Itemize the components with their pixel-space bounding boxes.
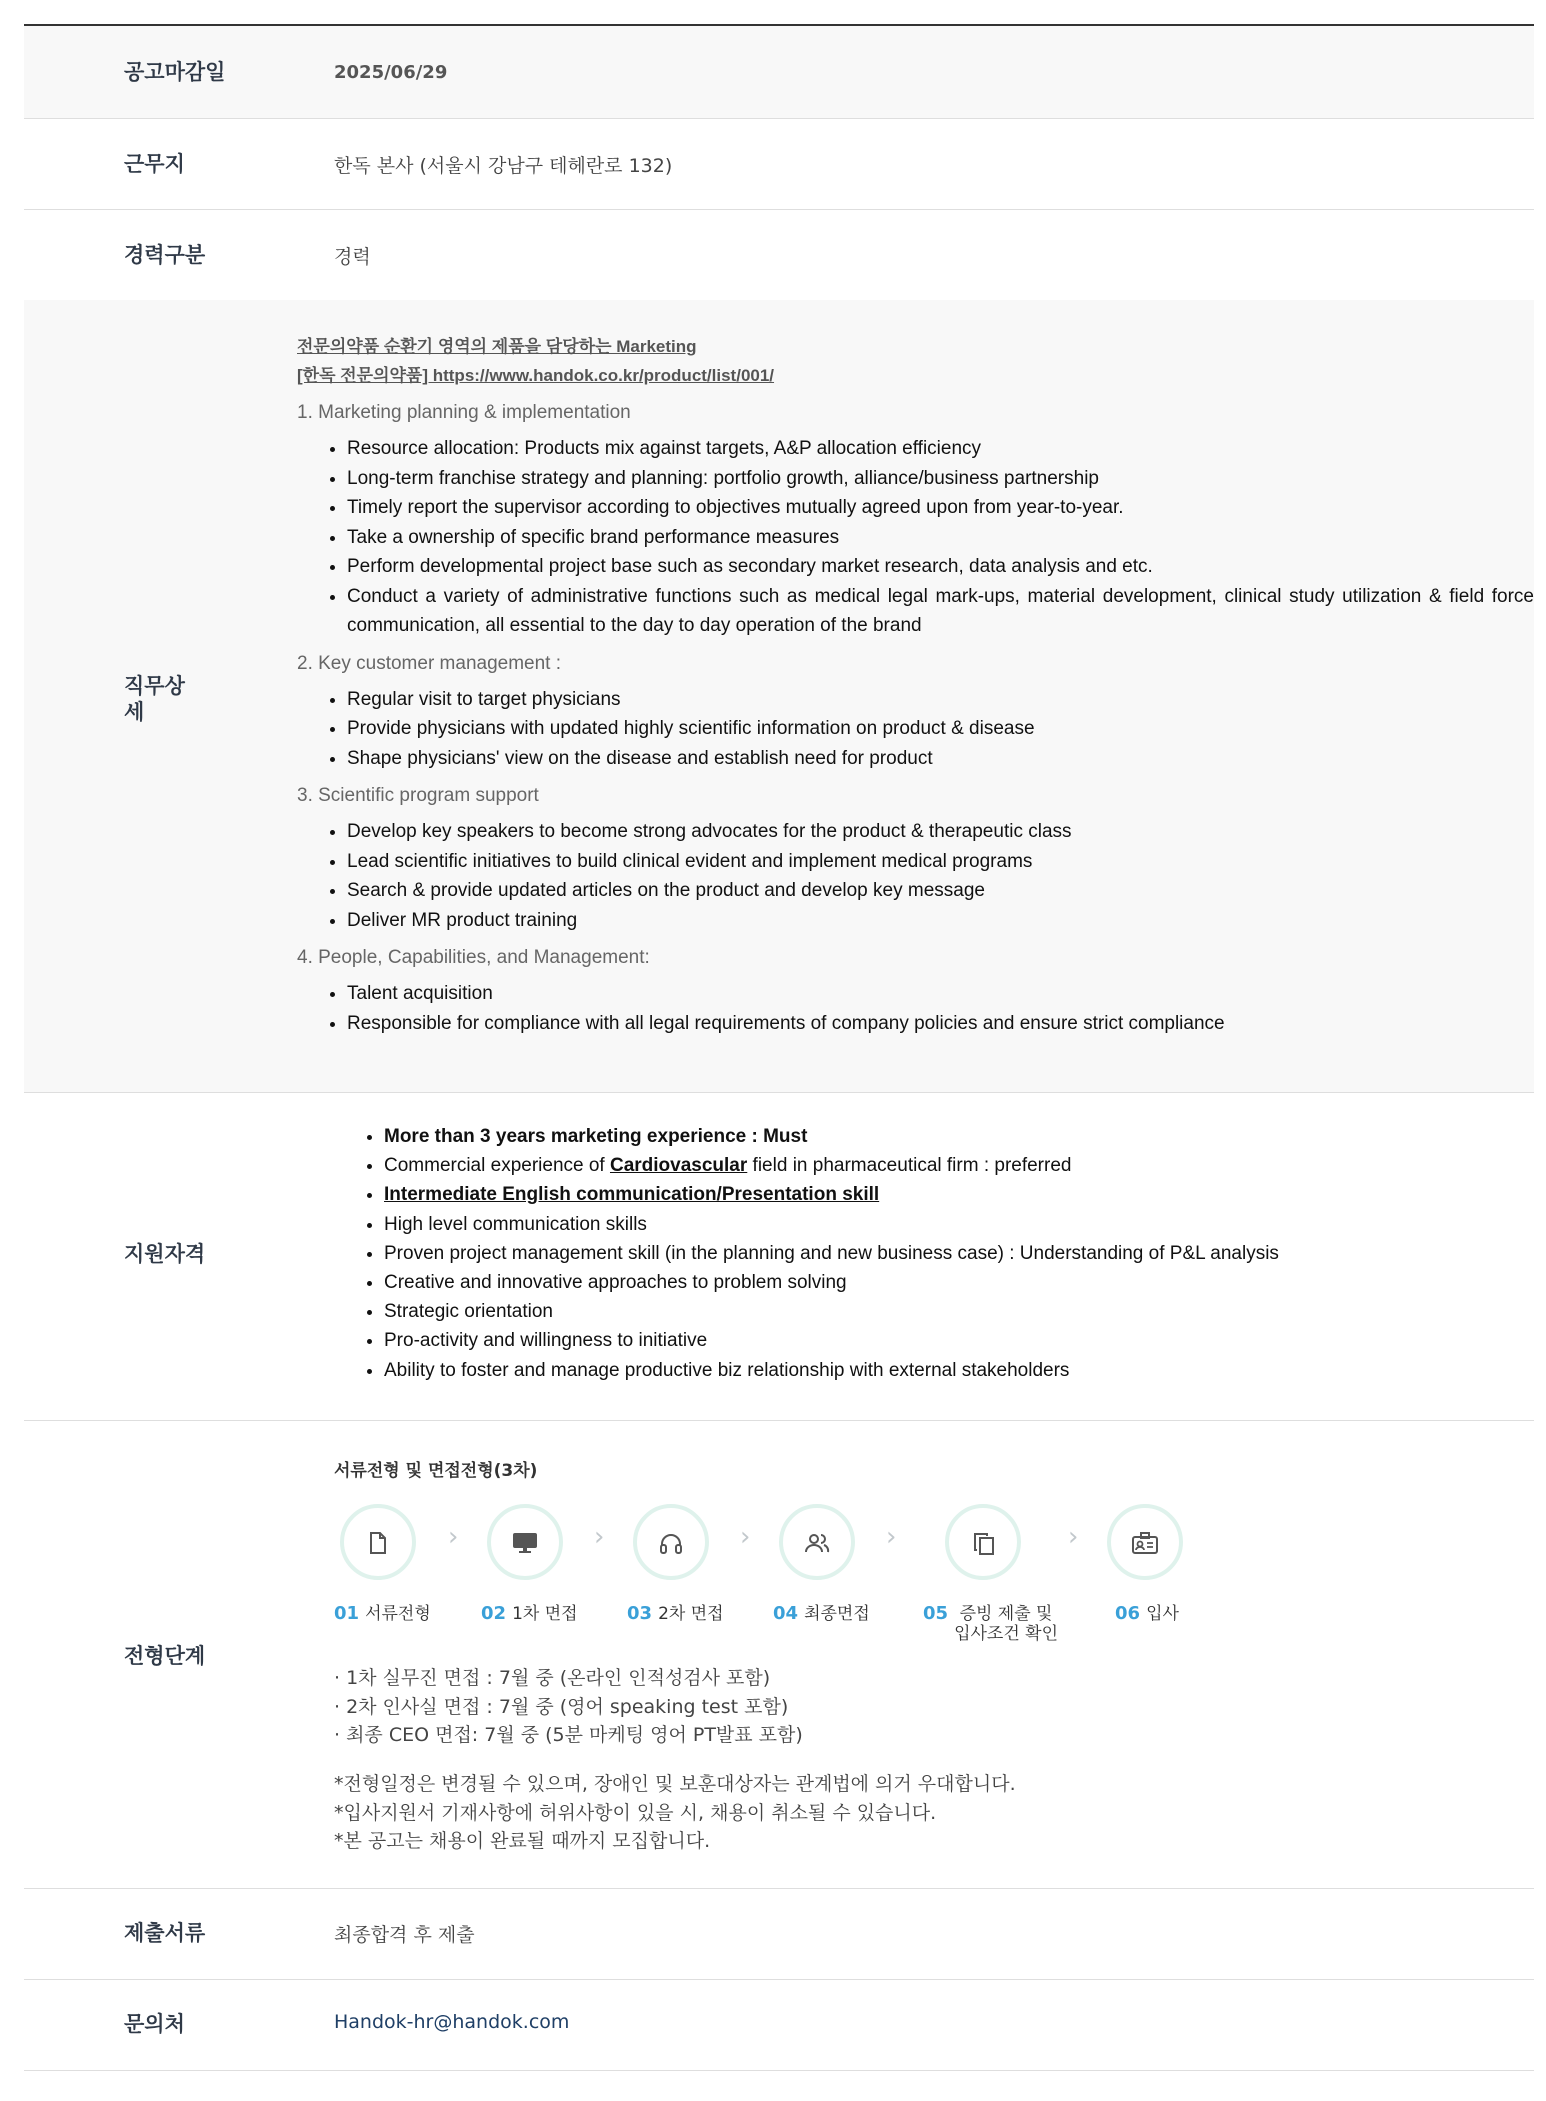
step-label: 01 서류전형 — [334, 1603, 431, 1624]
duty-section-list — [297, 817, 1534, 935]
documents-value: 최종합격 후 제출 — [334, 1924, 475, 1946]
duty-sections — [297, 400, 1534, 1038]
monitor-icon — [512, 1532, 538, 1554]
documents-label: 제출서류 — [124, 1921, 206, 1945]
duty-item: • Shape physicians' view on the disease and establish need for product — [347, 744, 1534, 774]
duty-item: • Deliver MR product training — [347, 906, 1534, 936]
chevron-right-icon: › — [886, 1522, 897, 1552]
qualification-item: • Creative and innovative approaches to problem solving — [384, 1268, 1546, 1297]
schedule-item: · 최종 CEO 면접: 7월 중 (5분 마케팅 영어 PT발표 포함) — [334, 1724, 803, 1746]
deadline-value: 2025/06/29 — [334, 62, 448, 83]
duty-section-title: 4. People, Capabilities, and Management: — [297, 947, 650, 968]
step-circle — [633, 1504, 709, 1580]
step-circle — [1107, 1504, 1183, 1580]
row-contact — [24, 1979, 1534, 2071]
location-label: 근무지 — [124, 152, 185, 176]
duty-section-title: 3. Scientific program support — [297, 785, 539, 806]
duty-item: • Develop key speakers to become strong advocates for the product & therapeutic class — [347, 817, 1534, 847]
chevron-right-icon: › — [740, 1522, 751, 1552]
row-qualifications — [24, 1092, 1534, 1421]
qualification-item: • Proven project management skill (in the planning and new business case) : Understanding of P&L analysis — [384, 1239, 1546, 1268]
career-label: 경력구분 — [124, 243, 206, 267]
step-circle — [779, 1504, 855, 1580]
qualification-item: • High level communication skills — [384, 1210, 1546, 1239]
duty-item: • Timely report the supervisor according to objectives mutually agreed upon from year-to-year. — [347, 493, 1534, 523]
row-deadline — [24, 26, 1534, 119]
duty-label: 직무상세 — [124, 674, 185, 724]
step-label: 04 최종면접 — [773, 1603, 870, 1624]
schedule-item: · 1차 실무진 면접 : 7월 중 (온라인 인적성검사 포함) — [334, 1667, 771, 1689]
duty-item: • Responsible for compliance with all legal requirements of company policies and ensure strict compliance — [347, 1009, 1534, 1039]
qualification-item: • Pro-activity and willingness to initiative — [384, 1326, 1546, 1355]
qualification-emphasis: Cardiovascular — [609, 1155, 748, 1177]
step-circle — [945, 1504, 1021, 1580]
product-link[interactable]: [한독 전문의약품] https://www.handok.co.kr/product/list/001/ — [297, 366, 775, 385]
step-label: 06 입사 — [1115, 1603, 1179, 1624]
process-title: 서류전형 및 면접전형(3차) — [334, 1461, 538, 1481]
duty-content — [297, 332, 1534, 1038]
chevron-right-icon: › — [594, 1522, 605, 1552]
step-label: 05 증빙 제출 및 입사조건 확인 — [923, 1603, 1058, 1644]
qualifications-list — [334, 1122, 1546, 1385]
people-icon — [804, 1532, 830, 1554]
qualification-item: • Strategic orientation — [384, 1297, 1546, 1326]
duty-section-title: 2. Key customer management : — [297, 652, 562, 674]
duty-heading: 전문의약품 순환기 영역의 제품을 담당하는 Marketing — [297, 337, 697, 356]
contact-label: 문의처 — [124, 2012, 185, 2036]
copy-icon — [973, 1532, 995, 1556]
step-circle — [340, 1504, 416, 1580]
process-note: *본 공고는 채용이 완료될 때까지 모집합니다. — [334, 1830, 711, 1852]
duty-item: • Lead scientific initiatives to build clinical evident and implement medical programs — [347, 847, 1534, 877]
row-career — [24, 209, 1534, 301]
step-circle — [487, 1504, 563, 1580]
duty-item: • Resource allocation: Products mix against targets, A&P allocation efficiency — [347, 434, 1534, 464]
qualification-item: • More than 3 years marketing experience : Must — [384, 1122, 1546, 1151]
qualification-text: field in pharmaceutical firm : preferred — [747, 1155, 1072, 1177]
contact-email-link[interactable]: Handok-hr@handok.com — [334, 2011, 570, 2033]
schedule-list — [334, 1664, 803, 1750]
row-location — [24, 118, 1534, 210]
duty-item: • Conduct a variety of administrative functions such as medical legal mark-ups, material development, clinical study utilization & field force communication, all essential to the day to day operation of the brand — [347, 582, 1534, 641]
duty-item: • Take a ownership of specific brand performance measures — [347, 523, 1534, 553]
headset-icon — [659, 1532, 683, 1556]
schedule-item: · 2차 인사실 면접 : 7월 중 (영어 speaking test 포함) — [334, 1695, 789, 1718]
row-duty — [24, 300, 1534, 1093]
duty-item: • Provide physicians with updated highly scientific information on product & disease — [347, 714, 1534, 744]
career-value: 경력 — [334, 246, 371, 268]
duty-section-list — [297, 685, 1534, 774]
id-badge-icon — [1132, 1532, 1158, 1554]
location-value: 한독 본사 (서울시 강남구 테헤란로 132) — [334, 155, 673, 177]
row-documents — [24, 1888, 1534, 1980]
duty-section-list — [297, 979, 1534, 1038]
step-label: 03 2차 면접 — [627, 1603, 724, 1624]
qualification-text: Commercial experience of — [384, 1155, 610, 1177]
process-notes — [334, 1770, 1016, 1856]
row-process — [24, 1420, 1534, 1889]
duty-item: • Perform developmental project base such as secondary market research, data analysis and etc. — [347, 552, 1534, 582]
duty-item: • Talent acquisition — [347, 979, 1534, 1009]
duty-item: • Search & provide updated articles on the product and develop key message — [347, 876, 1534, 906]
step-label: 02 1차 면접 — [481, 1603, 578, 1624]
duty-item: • Regular visit to target physicians — [347, 685, 1534, 715]
process-note: *전형일정은 변경될 수 있으며, 장애인 및 보훈대상자는 관계법에 의거 우대합니다. — [334, 1773, 1016, 1795]
duty-section-list — [297, 434, 1534, 641]
process-label: 전형단계 — [124, 1644, 206, 1668]
deadline-label: 공고마감일 — [124, 60, 226, 84]
process-note: *입사지원서 기재사항에 허위사항이 있을 시, 채용이 취소될 수 있습니다. — [334, 1801, 937, 1824]
duty-section-title: 1. Marketing planning & implementation — [297, 402, 631, 423]
qualification-item — [384, 1151, 1546, 1180]
document-icon — [368, 1532, 388, 1554]
duty-item: • Long-term franchise strategy and planning: portfolio growth, alliance/business partnership — [347, 464, 1534, 494]
qualifications-label: 지원자격 — [124, 1242, 206, 1266]
chevron-right-icon: › — [1068, 1522, 1079, 1552]
qualification-item: • Ability to foster and manage productive biz relationship with external stakeholders — [384, 1356, 1546, 1385]
qualification-item: • Intermediate English communication/Presentation skill — [384, 1180, 1546, 1209]
chevron-right-icon: › — [448, 1522, 459, 1552]
